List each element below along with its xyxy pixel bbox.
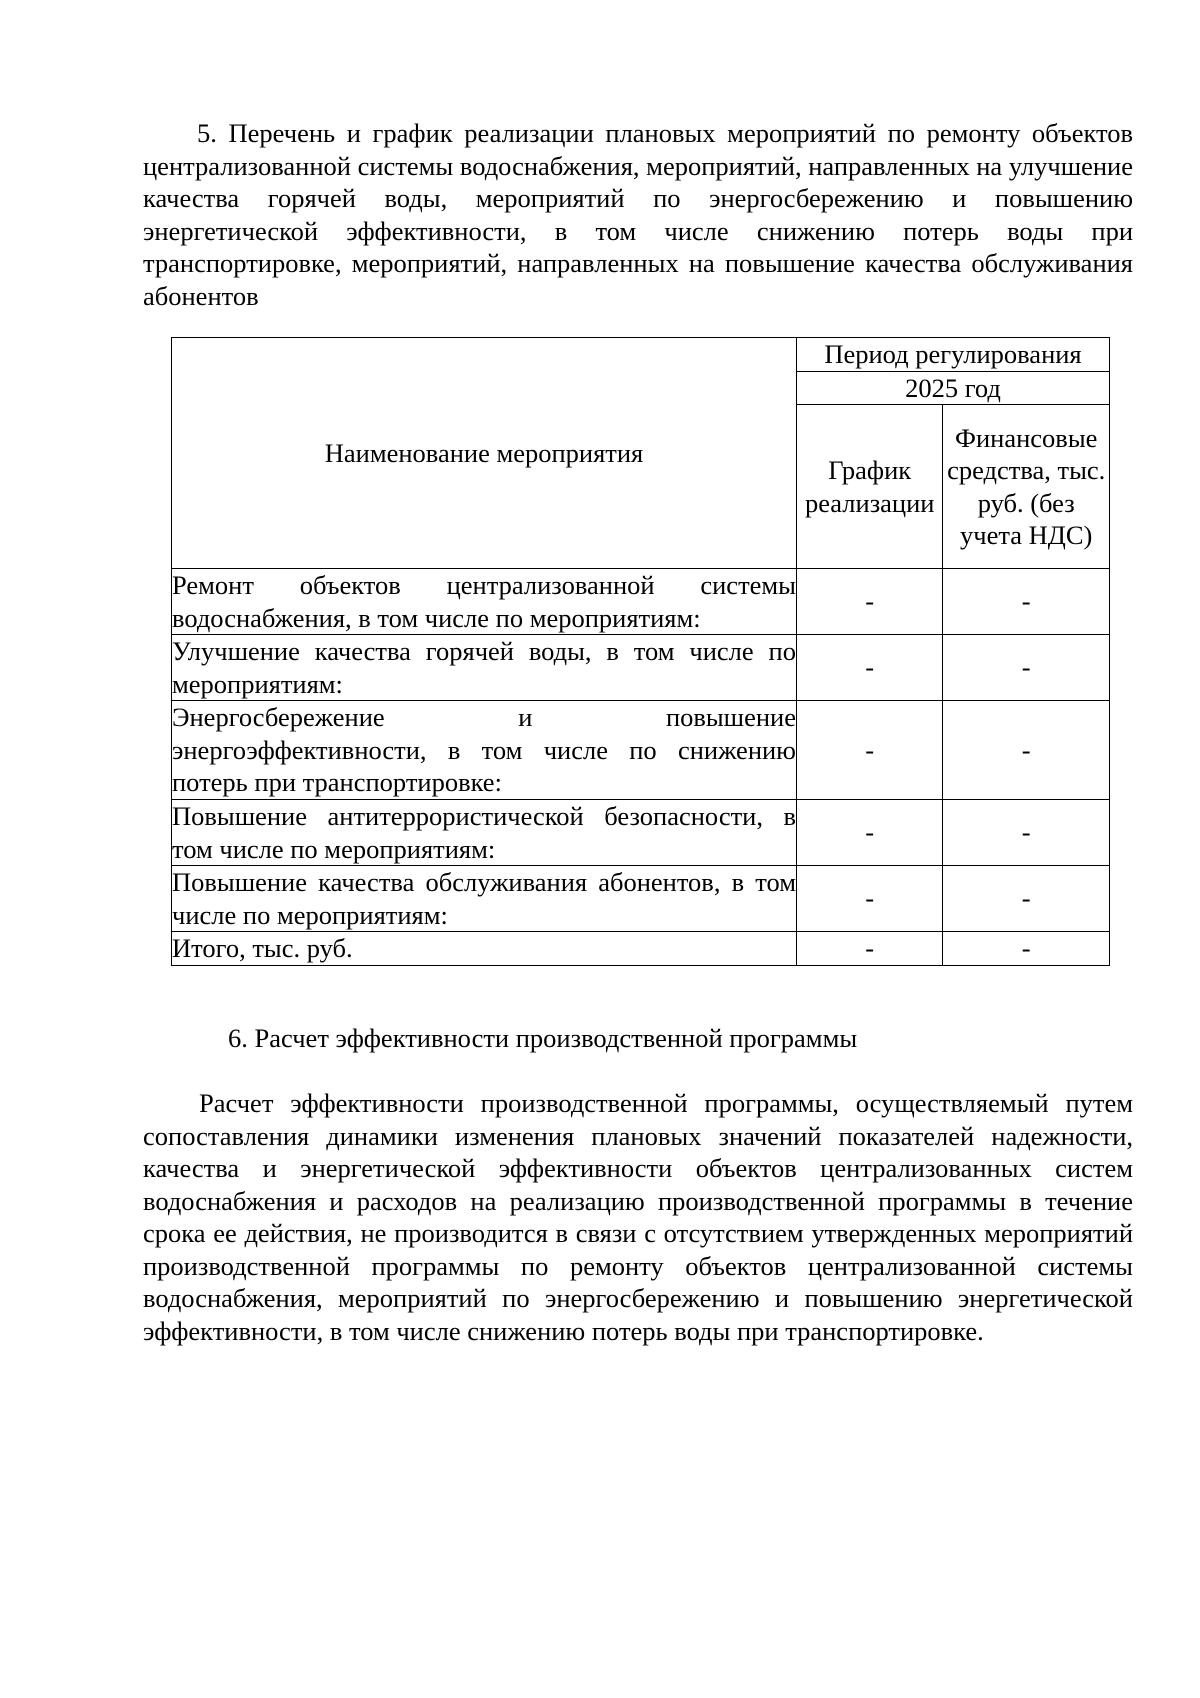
table-row-total bbox=[172, 932, 1110, 966]
row-finance: - bbox=[943, 701, 1110, 800]
row-name: Улучшение качества горячей воды, в том числе по мероприятиям: bbox=[172, 636, 796, 699]
table-row bbox=[172, 701, 1110, 800]
section-6-body: Расчет эффективности производственной программы, осуществляемый путем сопоставления динамики изменения плановых значений показателей надежности, качества и энергетической эффективности объектов централизованных систем водоснабжения и расходов на реализацию производственной программы в течение срока ее действия, не производится в связи с отсутствием утвержденных мероприятий производственной программы по ремонту объектов централизованной системы водоснабжения, мероприятий по энергосбережению и повышению энергетической эффективности, в том числе снижению потерь воды при транспортировке. bbox=[143, 1088, 1133, 1346]
row-name: Энергосбережение и повышение энергоэффективности, в том числе по снижению потерь при транспортировке: bbox=[172, 701, 797, 800]
row-finance: - bbox=[943, 800, 1110, 866]
row-finance: - bbox=[943, 635, 1110, 701]
table-row bbox=[172, 635, 1110, 701]
row-schedule: - bbox=[796, 569, 942, 635]
header-period: Период регулирования bbox=[796, 338, 1109, 372]
header-measure-name: Наименование мероприятия bbox=[172, 338, 797, 569]
row-schedule: - bbox=[796, 866, 942, 932]
header-year: 2025 год bbox=[796, 371, 1109, 405]
row-schedule: - bbox=[796, 701, 942, 800]
section-5-heading: 5. Перечень и график реализации плановых мероприятий по ремонту объектов централизованной системы водоснабжения, мероприятий, направленных на улучшение качества горячей воды, мероприятий по энергосбережению и повышению энергетической эффективности, в том числе снижению потерь воды при транспортировке, мероприятий, направленных на повышение качества обслуживания абонентов bbox=[143, 118, 1133, 311]
row-finance: - bbox=[943, 866, 1110, 932]
header-finance: Финансовые средства, тыс. руб. (без учета НДС) bbox=[943, 405, 1110, 569]
table-row bbox=[172, 800, 1110, 866]
row-schedule: - bbox=[796, 800, 942, 866]
table-row bbox=[172, 866, 1110, 932]
measures-table bbox=[171, 337, 1110, 966]
row-finance: - bbox=[943, 932, 1110, 966]
row-name: Ремонт объектов централизованной системы водоснабжения, в том числе по мероприятиям: bbox=[172, 570, 796, 633]
row-name: Повышение качества обслуживания абонентов, в том числе по мероприятиям: bbox=[172, 867, 796, 930]
section-6-heading: 6. Расчет эффективности производственной программы bbox=[228, 1023, 858, 1053]
table-row bbox=[172, 569, 1110, 635]
row-name: Итого, тыс. руб. bbox=[172, 932, 797, 966]
row-schedule: - bbox=[796, 635, 942, 701]
row-schedule: - bbox=[796, 932, 942, 966]
row-name: Повышение антитеррористической безопасности, в том числе по мероприятиям: bbox=[172, 801, 796, 864]
row-finance: - bbox=[943, 569, 1110, 635]
header-schedule: График реализации bbox=[796, 405, 942, 569]
